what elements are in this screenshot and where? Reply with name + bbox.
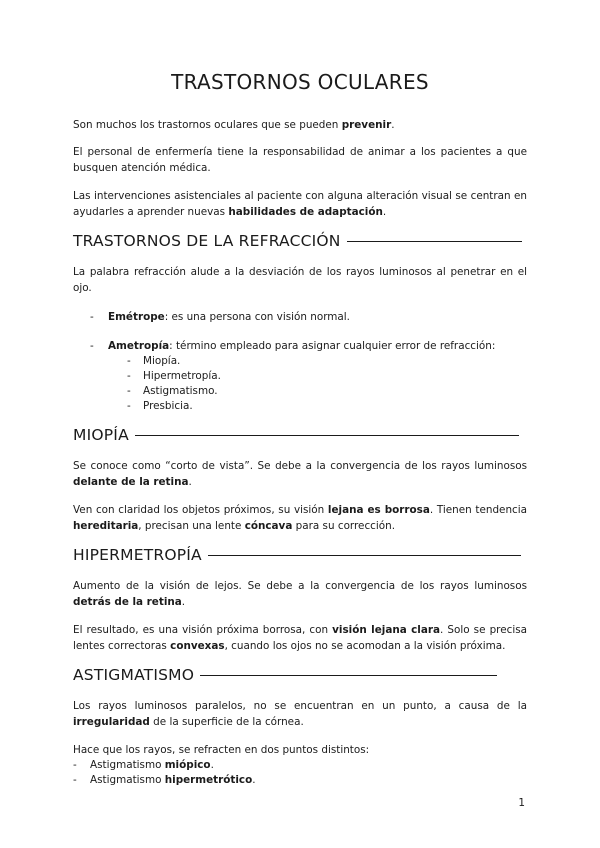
miopia-paragraph-2: Ven con claridad los objetos próximos, su visión lejana es borrosa. Tienen tendencia hereditaria, precisan una lente cóncava para su corrección. (73, 504, 528, 532)
refraccion-paragraph: La palabra refracción alude a la desviación de los rayos luminosos al penetrar en el ojo. (73, 266, 527, 294)
list-item-emetrope: - Emétrope: es una persona con visión normal. (73, 310, 527, 325)
astigmatismo-paragraph-2: Hace que los rayos, se refracten en dos puntos distintos: (73, 744, 370, 756)
page-title: TRASTORNOS OCULARES (171, 70, 429, 94)
list-item-tipo: - Miopía. (73, 354, 527, 369)
list-item-astigmatismo-hipermetrotico: - Astigmatismo hipermetrótico. (73, 773, 527, 788)
hipermetropia-paragraph-1: Aumento de la visión de lejos. Se debe a la convergencia de los rayos luminosos detrás de la retina. (73, 580, 527, 608)
list-item-tipo: - Presbicia. (73, 399, 527, 414)
intro-paragraph-1: Son muchos los trastornos oculares que se pueden prevenir. (73, 119, 395, 131)
hipermetropia-paragraph-2: El resultado, es una visión próxima borrosa, con visión lejana clara. Solo se precisa lentes correctoras convexas, cuando los ojos no se acomodan a la visión próxima. (73, 624, 527, 652)
heading-rule (208, 555, 521, 556)
list-item-ametropia: - Ametropía: término empleado para asignar cualquier error de refracción: (73, 339, 527, 354)
section-heading-miopia: MIOPÍA (73, 426, 527, 444)
astigmatismo-paragraph-1: Los rayos luminosos paralelos, no se encuentran en un punto, a causa de la irregularidad de la superficie de la córnea. (73, 700, 527, 728)
list-item-tipo: - Astigmatismo. (73, 384, 527, 399)
miopia-paragraph-1: Se conoce como “corto de vista”. Se debe a la convergencia de los rayos luminosos delante de la retina. (73, 460, 527, 488)
list-item-astigmatismo-miopico: - Astigmatismo miópico. (73, 758, 527, 773)
astigmatismo-list (73, 758, 527, 788)
section-heading-refraccion: TRASTORNOS DE LA REFRACCIÓN (73, 232, 527, 250)
page-number: 1 (518, 797, 525, 809)
heading-rule (135, 435, 519, 436)
intro-paragraph-3: Las intervenciones asistenciales al paciente con alguna alteración visual se centran en ayudarles a aprender nuevas habilidades de adaptación. (73, 190, 527, 218)
intro-paragraph-2: El personal de enfermería tiene la responsabilidad de animar a los pacientes a que busquen atención médica. (73, 146, 527, 174)
section-heading-astigmatismo: ASTIGMATISMO (73, 666, 527, 684)
list-item-tipo: - Hipermetropía. (73, 369, 527, 384)
section-heading-hipermetropia: HIPERMETROPÍA (73, 546, 527, 564)
refraccion-list (73, 310, 527, 414)
heading-rule (347, 241, 522, 242)
heading-rule (200, 675, 497, 676)
